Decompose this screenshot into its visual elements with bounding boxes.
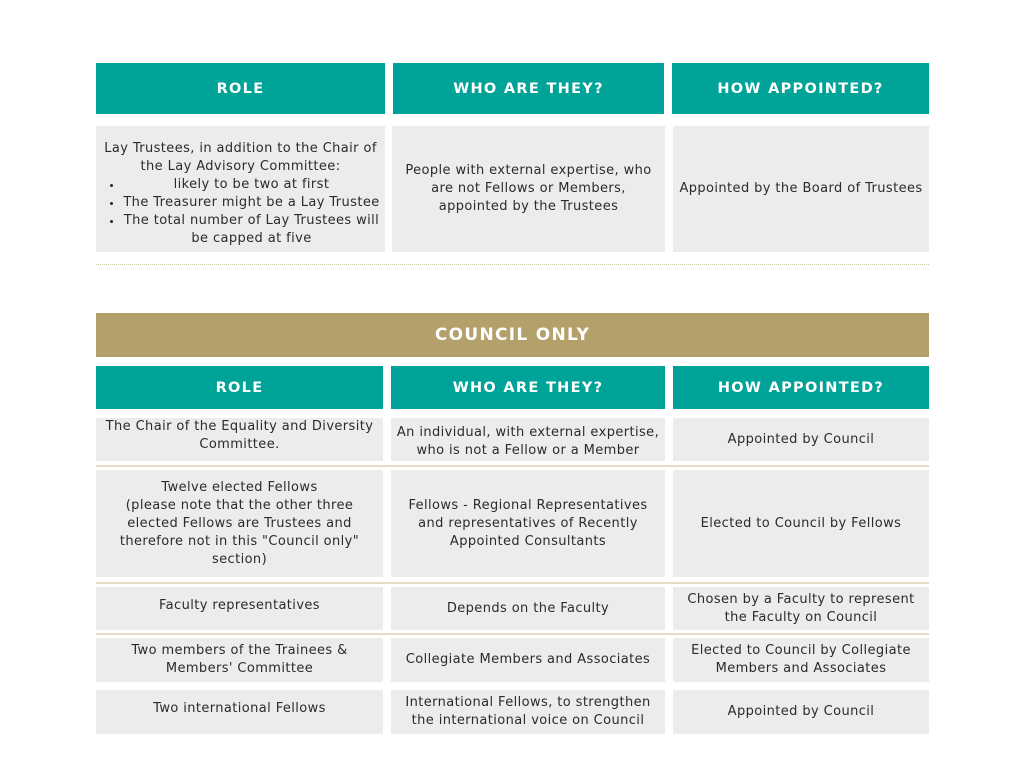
- table-row-who: International Fellows, to strengthen the international voice on Council: [391, 690, 665, 734]
- header-role: ROLE: [96, 366, 383, 409]
- table-row-how: Elected to Council by Fellows: [673, 470, 929, 577]
- list-item: • The Treasurer might be a Lay Trustee: [122, 194, 381, 212]
- header-who: WHO ARE THEY?: [393, 63, 664, 114]
- table-row-how: Appointed by Council: [673, 690, 929, 734]
- table-row-how: Appointed by Council: [673, 418, 929, 461]
- table-row-how: Elected to Council by Collegiate Members and Associates: [673, 638, 929, 682]
- table-row-who: An individual, with external expertise, who is not a Fellow or a Member: [391, 418, 665, 461]
- council-only-banner: COUNCIL ONLY: [96, 313, 929, 357]
- divider: [96, 582, 929, 584]
- table-row-role: The Chair of the Equality and Diversity Committee.: [96, 418, 383, 461]
- header-how: HOW APPOINTED?: [672, 63, 929, 114]
- table-row-who: Collegiate Members and Associates: [391, 638, 665, 682]
- table-row-role: Faculty representatives: [96, 587, 383, 630]
- list-item: • The total number of Lay Trustees will be capped at five: [122, 212, 381, 248]
- table-row-role: Twelve elected Fellows (please note that the other three elected Fellows are Trustees and therefore not in this "Council only" section): [96, 470, 383, 577]
- divider: [96, 264, 929, 265]
- table-row-how: Chosen by a Faculty to represent the Faculty on Council: [673, 587, 929, 630]
- list-item: • likely to be two at first: [122, 176, 381, 194]
- table-row-role: Two members of the Trainees & Members' Committee: [96, 638, 383, 682]
- lay-trustees-role-intro: Lay Trustees, in addition to the Chair of the Lay Advisory Committee:: [104, 141, 377, 174]
- header-who: WHO ARE THEY?: [391, 366, 665, 409]
- table-row-who: Depends on the Faculty: [391, 587, 665, 630]
- divider: [96, 633, 929, 635]
- lay-trustees-role-cell: [96, 126, 385, 252]
- table-row-who: Fellows - Regional Representatives and representatives of Recently Appointed Consultants: [391, 470, 665, 577]
- lay-trustees-bullets: [100, 176, 381, 248]
- table-row-role: Two international Fellows: [96, 690, 383, 734]
- lay-trustees-who-cell: People with external expertise, who are not Fellows or Members, appointed by the Trustees: [392, 126, 665, 252]
- header-role: ROLE: [96, 63, 385, 114]
- header-how: HOW APPOINTED?: [673, 366, 929, 409]
- divider: [96, 465, 929, 467]
- lay-trustees-how-cell: Appointed by the Board of Trustees: [673, 126, 929, 252]
